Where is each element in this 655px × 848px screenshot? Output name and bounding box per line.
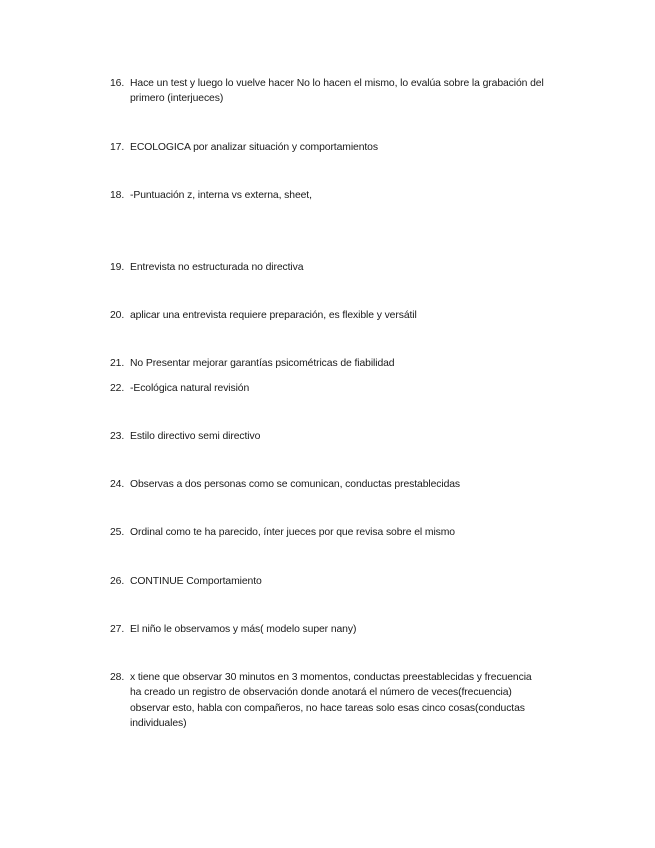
item-number: 21. [110, 358, 125, 369]
list-item [110, 525, 580, 540]
item-number: 23. [110, 431, 125, 442]
item-text: No Presentar mejorar garantías psicométricas de fiabilidad [130, 358, 395, 369]
list-item [110, 574, 580, 589]
item-text: Ordinal como te ha parecido, ínter jueces por que revisa sobre el mismo [130, 527, 455, 538]
item-text: Estilo directivo semi directivo [130, 431, 261, 442]
list-item [110, 188, 580, 203]
item-number: 24. [110, 479, 125, 490]
item-text: CONTINUE Comportamiento [130, 576, 262, 587]
item-number: 17. [110, 142, 125, 153]
list-item [110, 622, 580, 637]
list-item [110, 308, 580, 323]
item-text: Hace un test y luego lo vuelve hacer No lo hacen el mismo, lo evalúa sobre la grabación del primero (interjueces) [130, 78, 544, 105]
item-text: ECOLOGICA por analizar situación y comportamientos [130, 142, 378, 153]
list-item [110, 140, 580, 155]
list-item [110, 260, 580, 275]
list-item [110, 477, 580, 492]
item-number: 18. [110, 190, 125, 201]
item-number: 26. [110, 576, 125, 587]
item-number: 22. [110, 383, 125, 394]
item-number: 27. [110, 624, 125, 635]
item-text: Observas a dos personas como se comunican, conductas prestablecidas [130, 479, 461, 490]
item-text: El niño le observamos y más( modelo super nany) [130, 624, 357, 635]
item-number: 19. [110, 262, 125, 273]
item-text: x tiene que observar 30 minutos en 3 momentos, conductas preestablecidas y frecuencia ha creado un registro de observación donde anotará el número de veces(frecuencia) observar esto, habla con compañeros, no hace tareas solo esas cinco cosas(conductas individuales) [130, 672, 532, 730]
item-number: 16. [110, 78, 125, 89]
list-item [110, 670, 580, 732]
item-text: -Ecológica natural revisión [130, 383, 250, 394]
list-item [110, 381, 580, 396]
item-text: -Puntuación z, interna vs externa, sheet, [130, 190, 312, 201]
list-item [110, 429, 580, 444]
item-text: aplicar una entrevista requiere preparación, es flexible y versátil [130, 310, 417, 321]
item-number: 25. [110, 527, 125, 538]
item-number: 28. [110, 672, 125, 683]
list-item [110, 76, 580, 107]
item-text: Entrevista no estructurada no directiva [130, 262, 304, 273]
item-number: 20. [110, 310, 125, 321]
list-item [110, 356, 580, 371]
